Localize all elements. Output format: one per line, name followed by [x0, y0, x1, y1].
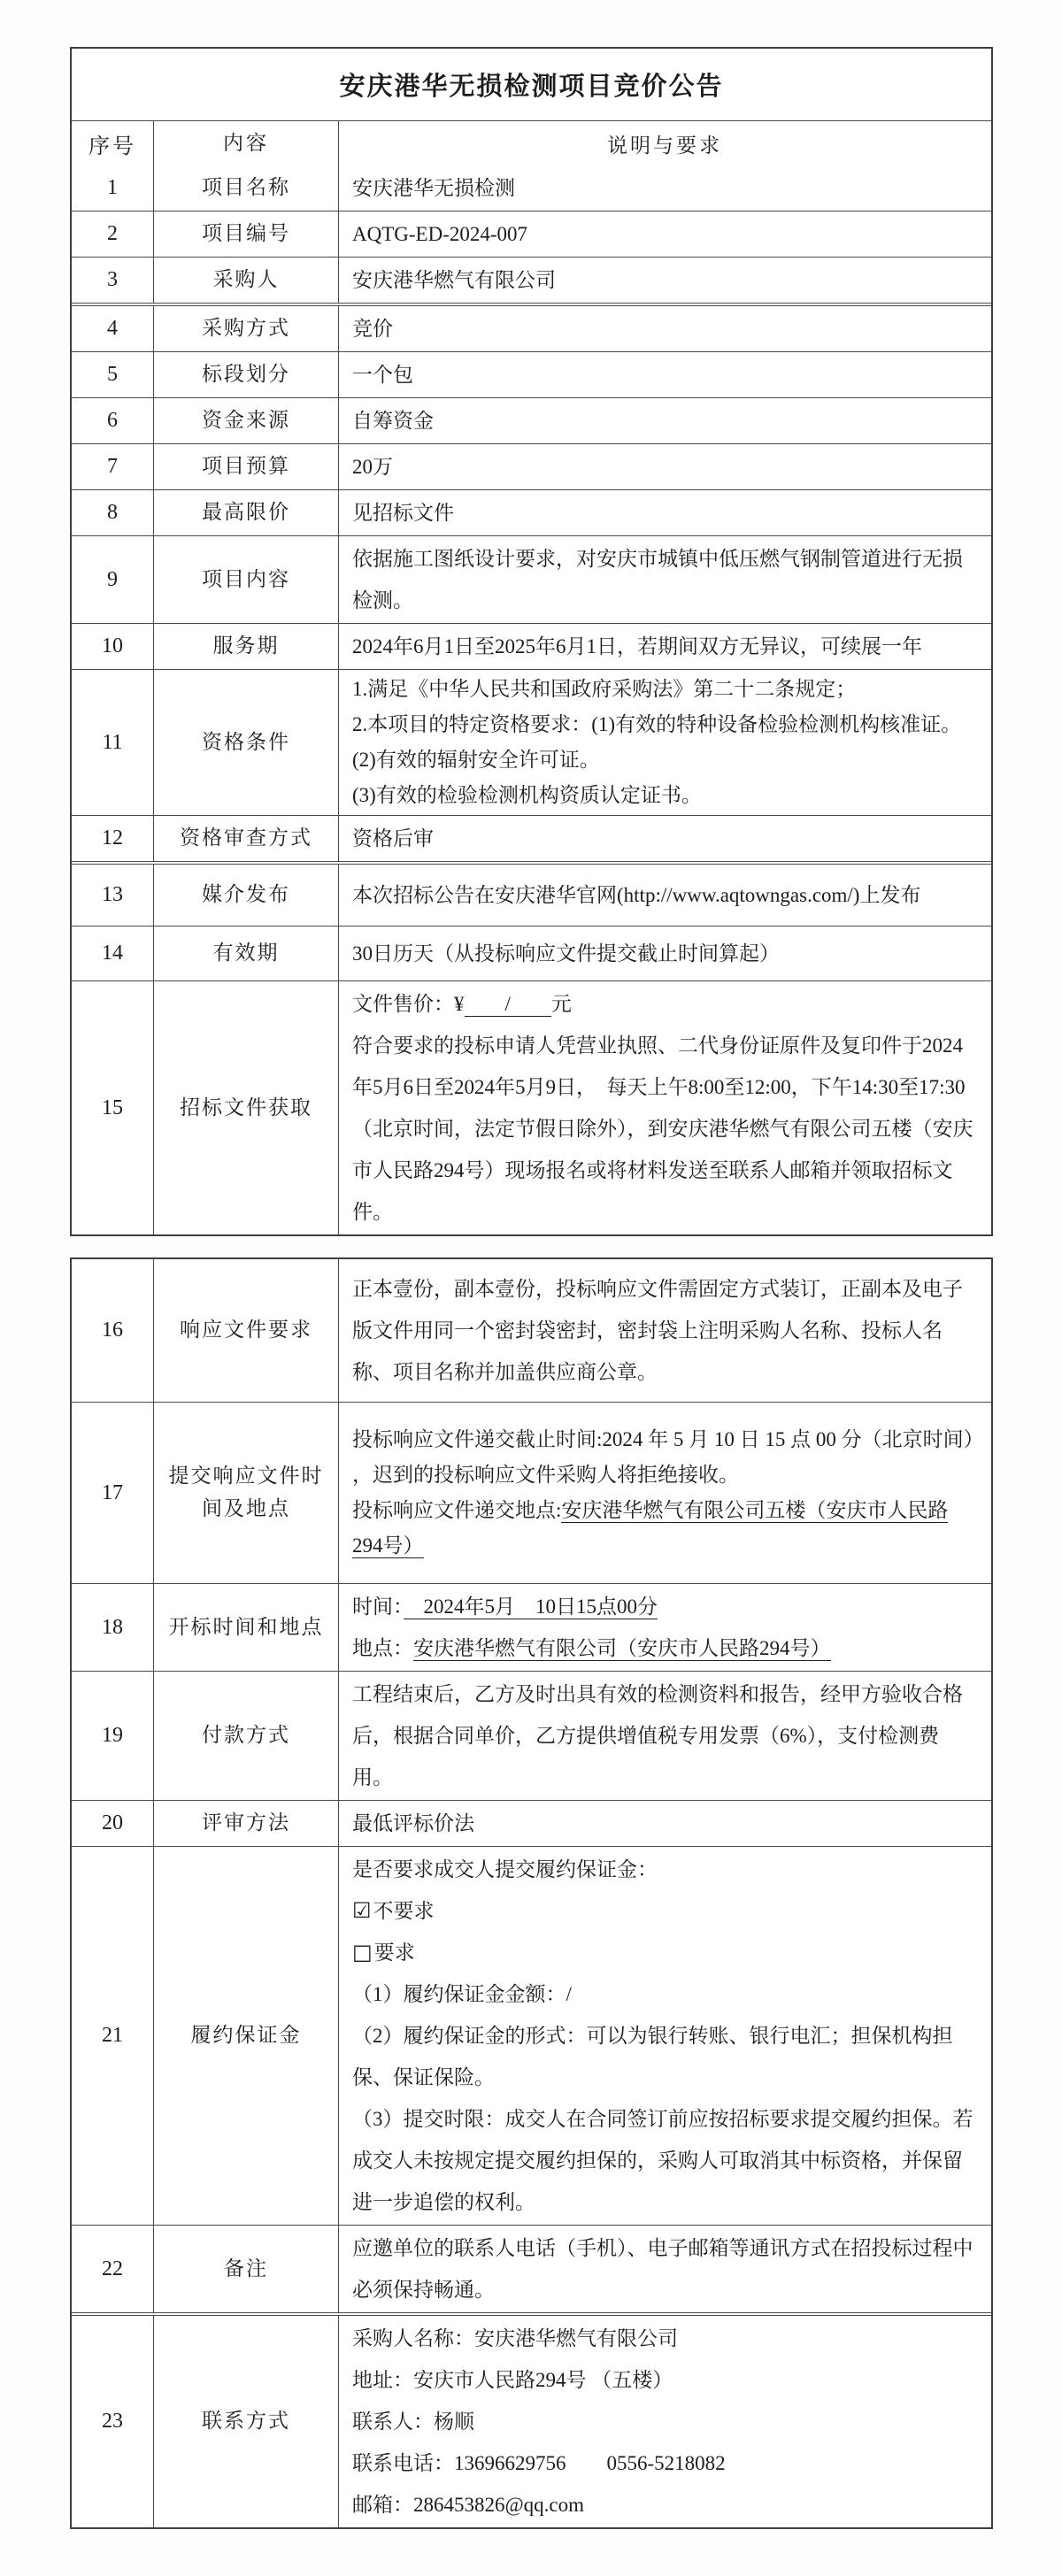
row-label: 项目编号: [154, 211, 339, 257]
row-label: 媒介发布: [154, 865, 339, 926]
table-body-upper: [72, 165, 991, 1234]
paragraph: 最低评标价法: [352, 1812, 474, 1834]
paragraph: 投标响应文件递交地点:安庆港华燃气有限公司五楼（安庆市人民路294号）: [352, 1499, 949, 1557]
row-label: 资金来源: [154, 398, 339, 443]
row-label: 项目预算: [154, 444, 339, 489]
row-label: 采购方式: [154, 306, 339, 351]
paragraph: 工程结束后，乙方及时出具有效的检测资料和报告，经甲方验收合格后，根据合同单价，乙方提供增值税专用发票（6%），支付检测费用。: [352, 1683, 963, 1788]
row-label: 开标时间和地点: [154, 1584, 339, 1671]
table-row: [72, 1259, 991, 1402]
row-number: 15: [72, 981, 154, 1234]
table-row: [72, 1583, 991, 1671]
row-label: 提交响应文件时间及地点: [154, 1403, 339, 1583]
row-label: 服务期: [154, 624, 339, 669]
paragraph: 正本壹份，副本壹份，投标响应文件需固定方式装订，正副本及电子版文件用同一个密封袋密封，密封袋上注明采购人名称、投标人名称、项目名称并加盖供应商公章。: [352, 1278, 963, 1383]
row-description: [339, 670, 991, 815]
row-description: [339, 165, 991, 211]
paragraph: 联系人：杨顺: [352, 2411, 474, 2433]
paragraph: ，迟到的投标响应文件采购人将拒绝接收。: [352, 1464, 739, 1486]
paragraph: 文件售价：¥ / 元: [352, 993, 572, 1015]
table-row: [72, 535, 991, 623]
announcement-table-lower: [70, 1257, 993, 2529]
row-label: 评审方法: [154, 1801, 339, 1846]
row-description: [339, 2316, 991, 2527]
row-number: 1: [72, 165, 154, 211]
row-number: 12: [72, 816, 154, 861]
paragraph: (3)有效的检验检测机构资质认定证书。: [352, 784, 702, 806]
row-description: [339, 865, 991, 926]
paragraph: 资格后审: [352, 827, 434, 850]
row-description: [339, 1259, 991, 1402]
page-title: 安庆港华无损检测项目竞价公告: [339, 73, 724, 101]
paragraph: （2）履约保证金的形式：可以为银行转账、银行电汇；担保机构担保、保证保险。: [352, 2025, 953, 2088]
table-row: [72, 926, 991, 980]
table-body-lower: [72, 1259, 991, 2527]
paragraph: 一个包: [352, 364, 413, 386]
row-label: 付款方式: [154, 1672, 339, 1800]
row-number: 13: [72, 865, 154, 926]
table-row: [72, 861, 991, 926]
row-label: 标段划分: [154, 352, 339, 397]
table-row: [72, 1402, 991, 1583]
paragraph: 联系电话：13696629756 0556-5218082: [352, 2452, 726, 2474]
table-row: [72, 815, 991, 861]
row-number: 2: [72, 211, 154, 257]
row-label: 项目内容: [154, 536, 339, 623]
row-number: 18: [72, 1584, 154, 1671]
row-label: 招标文件获取: [154, 981, 339, 1234]
row-description: [339, 444, 991, 489]
row-description: [339, 1584, 991, 1671]
column-header-no: 序号: [72, 121, 154, 165]
table-row: [72, 1800, 991, 1846]
underlined-text: 安庆港华燃气有限公司（安庆市人民路294号）: [413, 1637, 831, 1659]
paragraph: 应邀单位的联系人电话（手机）、电子邮箱等通讯方式在招投标过程中必须保持畅通。: [352, 2237, 974, 2301]
row-description: [339, 1672, 991, 1800]
table-row: [72, 211, 991, 257]
row-description: [339, 816, 991, 861]
table-row: [72, 257, 991, 303]
table-row: [72, 1846, 991, 2225]
table-row: [72, 489, 991, 535]
paragraph: (2)有效的辐射安全许可证。: [352, 749, 600, 771]
row-number: 6: [72, 398, 154, 443]
paragraph: 自筹资金: [352, 410, 434, 432]
row-description: [339, 624, 991, 669]
paragraph: 是否要求成交人提交履约保证金：: [352, 1858, 658, 1880]
paragraph: （1）履约保证金金额：/: [352, 1983, 572, 2005]
row-number: 19: [72, 1672, 154, 1800]
underlined-text: 2024年5月 10日15点00分: [403, 1596, 658, 1618]
row-description: [339, 306, 991, 351]
paragraph: 30日历天（从投标响应文件提交截止时间算起）: [352, 942, 780, 965]
row-number: 20: [72, 1801, 154, 1846]
row-number: 23: [72, 2316, 154, 2527]
checkbox-unchecked-icon: □: [352, 1940, 373, 1965]
paragraph: 见招标文件: [352, 502, 454, 524]
row-number: 7: [72, 444, 154, 489]
row-number: 3: [72, 258, 154, 303]
row-number: 21: [72, 1847, 154, 2225]
row-number: 4: [72, 306, 154, 351]
row-label: 响应文件要求: [154, 1259, 339, 1402]
row-number: 10: [72, 624, 154, 669]
underlined-text: /: [464, 993, 551, 1015]
paragraph: 采购人名称：安庆港华燃气有限公司: [352, 2327, 678, 2349]
paragraph: 投标响应文件递交截止时间:2024 年 5 月 10 日 15 点 00 分（北京时间）: [352, 1428, 984, 1450]
underlined-text: 安庆港华燃气有限公司五楼（安庆市人民路294号）: [352, 1499, 949, 1557]
column-header-content: 内容: [154, 121, 339, 165]
row-number: 22: [72, 2226, 154, 2312]
row-label: 采购人: [154, 258, 339, 303]
row-description: [339, 1847, 991, 2225]
row-number: 11: [72, 670, 154, 815]
table-row: [72, 397, 991, 443]
paragraph: 安庆港华燃气有限公司: [352, 269, 556, 291]
paragraph: 地点：安庆港华燃气有限公司（安庆市人民路294号）: [352, 1637, 831, 1659]
table-row: [72, 351, 991, 397]
paragraph: 本次招标公告在安庆港华官网(http://www.aqtowngas.com/)上发布: [352, 884, 921, 906]
table-row: [72, 2312, 991, 2527]
column-header-desc: 说明与要求: [607, 134, 722, 157]
table-row: [72, 623, 991, 669]
row-description: [339, 536, 991, 623]
paragraph: 2024年6月1日至2025年6月1日，若期间双方无异议，可续展一年: [352, 635, 922, 657]
row-label: 项目名称: [154, 165, 339, 211]
paragraph: 依据施工图纸设计要求，对安庆市城镇中低压燃气钢制管道进行无损检测。: [352, 548, 963, 611]
paragraph: 安庆港华无损检测: [352, 177, 515, 199]
paragraph: 符合要求的投标申请人凭营业执照、二代身份证原件及复印件于2024年5月6日至2024年5月9日， 每天上午8:00至12:00，下午14:30至17:30（北京时间，法定节假日除外），到安庆港华燃气有限公司五楼（安庆市人民路294号）现场报名或将材料发送至联系人邮箱并领取招标文件。: [352, 1034, 974, 1223]
paragraph: 2.本项目的特定资格要求：(1)有效的特种设备检验检测机构核准证。: [352, 713, 962, 735]
paragraph: （3）提交时限：成交人在合同签订前应按招标要求提交履约担保。若成交人未按规定提交履约担保的，采购人可取消其中标资格，并保留进一步追偿的权利。: [352, 2108, 974, 2213]
row-number: 17: [72, 1403, 154, 1583]
row-description: [339, 1801, 991, 1846]
title-row: [72, 49, 991, 120]
row-description: [339, 2226, 991, 2312]
table-row: [72, 980, 991, 1234]
row-number: 14: [72, 927, 154, 980]
row-label: 联系方式: [154, 2316, 339, 2527]
table-row: [72, 2225, 991, 2312]
table-header-row: [72, 120, 991, 165]
paragraph: ☑不要求: [352, 1898, 435, 1923]
row-description: [339, 211, 991, 257]
paragraph: □要求: [352, 1940, 415, 1965]
paragraph: 1.满足《中华人民共和国政府采购法》第二十二条规定；: [352, 678, 857, 700]
row-label: 资格条件: [154, 670, 339, 815]
row-number: 16: [72, 1259, 154, 1402]
table-row: [72, 303, 991, 351]
table-row: [72, 1671, 991, 1800]
row-description: [339, 927, 991, 980]
row-description: [339, 490, 991, 535]
row-label: 履约保证金: [154, 1847, 339, 2225]
paragraph: 地址：安庆市人民路294号 （五楼）: [352, 2369, 673, 2391]
row-label: 资格审查方式: [154, 816, 339, 861]
paragraph: AQTG-ED-2024-007: [352, 223, 528, 245]
paragraph: 时间： 2024年5月 10日15点00分: [352, 1596, 658, 1618]
row-description: [339, 352, 991, 397]
row-description: [339, 258, 991, 303]
table-row: [72, 669, 991, 815]
paragraph: 邮箱：286453826@qq.com: [352, 2494, 585, 2516]
row-label: 备注: [154, 2226, 339, 2312]
row-description: [339, 981, 991, 1234]
table-row: [72, 165, 991, 211]
checkbox-checked-icon: ☑: [352, 1898, 372, 1923]
row-number: 8: [72, 490, 154, 535]
row-description: [339, 1403, 991, 1583]
row-number: 9: [72, 536, 154, 623]
paragraph: 竞价: [352, 318, 393, 340]
row-label: 最高限价: [154, 490, 339, 535]
table-row: [72, 443, 991, 489]
announcement-table-upper: [70, 47, 993, 1236]
table-gap: [70, 1236, 993, 1257]
row-description: [339, 398, 991, 443]
row-label: 有效期: [154, 927, 339, 980]
row-number: 5: [72, 352, 154, 397]
paragraph: 20万: [352, 456, 393, 478]
